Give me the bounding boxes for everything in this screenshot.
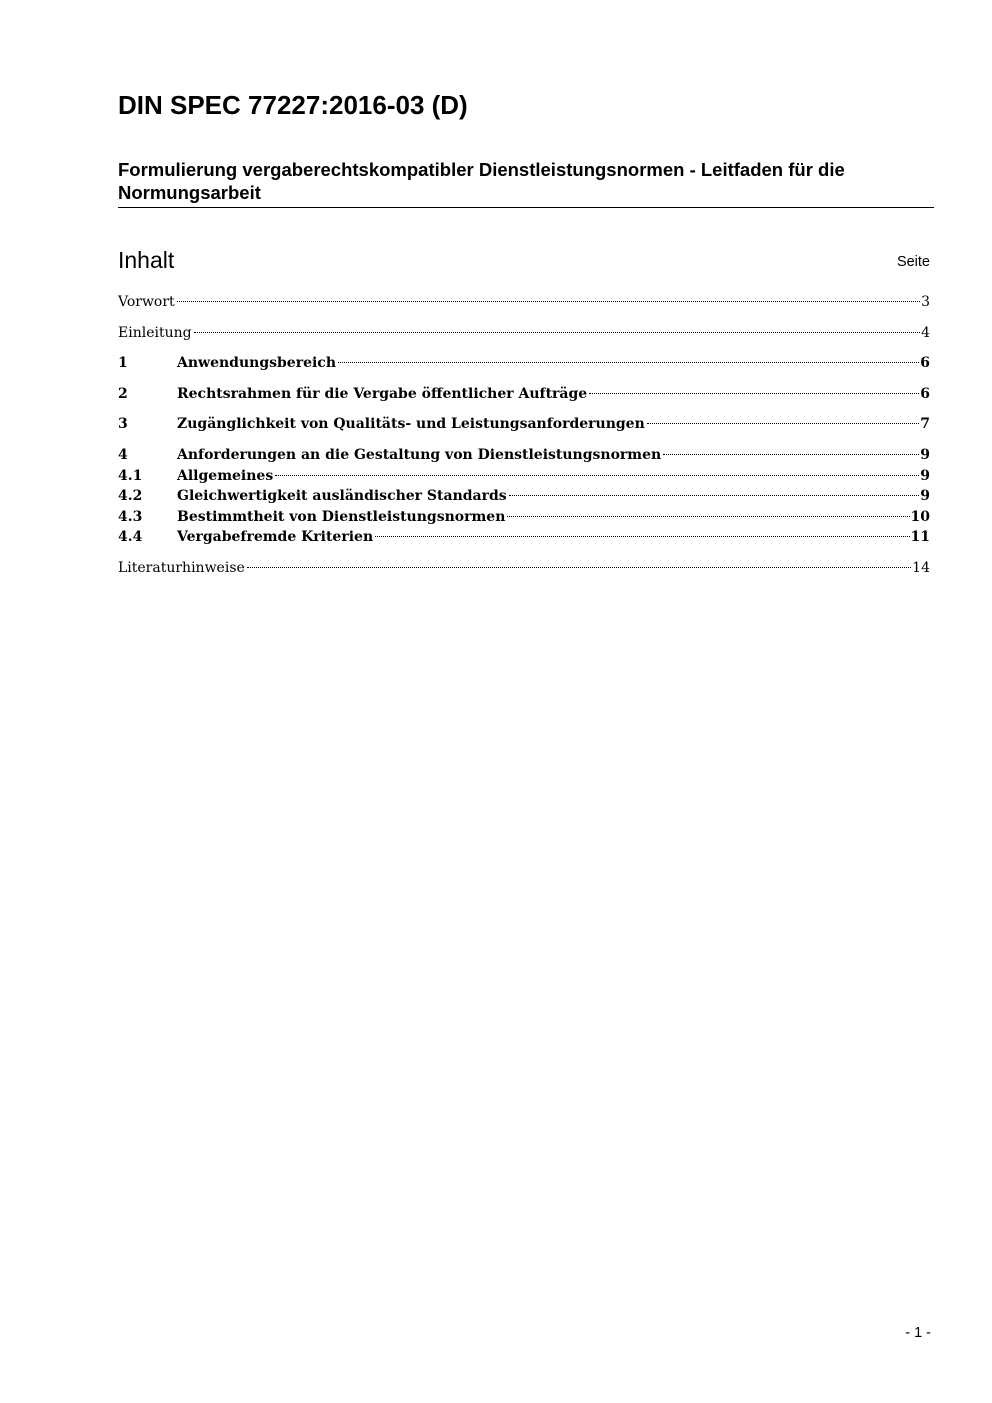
toc-entry-number: 4.4 xyxy=(118,529,143,545)
toc-entry-label: Gleichwertigkeit ausländischer Standards xyxy=(177,488,507,504)
toc-dot-leader xyxy=(177,301,920,302)
toc-entry-label: Anforderungen an die Gestaltung von Dienstleistungsnormen xyxy=(177,447,662,463)
toc-dot-leader xyxy=(275,475,919,476)
table-of-contents xyxy=(118,0,930,600)
toc-entry-number: 3 xyxy=(118,416,128,432)
toc-entry-4-2[interactable] xyxy=(118,486,930,507)
toc-entry-page: 9 xyxy=(920,488,930,504)
document-title: DIN SPEC 77227:2016-03 (D) xyxy=(118,90,468,120)
toc-entry-label: Einleitung xyxy=(118,325,192,341)
toc-dot-leader xyxy=(647,423,919,424)
toc-dot-leader xyxy=(507,516,909,517)
toc-entry-vorwort[interactable] xyxy=(118,292,930,313)
toc-entry-page: 9 xyxy=(920,447,930,463)
toc-entry-4[interactable] xyxy=(118,445,930,466)
toc-entry-number: 1 xyxy=(118,355,128,371)
toc-heading: Inhalt xyxy=(118,247,175,273)
document-subtitle: Formulierung vergaberechtskompatibler Dienstleistungsnormen - Leitfaden für die Normungsarbeit xyxy=(118,158,934,208)
toc-page-column-label: Seite xyxy=(896,254,930,270)
toc-entry-number: 4.3 xyxy=(118,509,143,525)
toc-dot-leader xyxy=(194,332,921,333)
toc-entry-page: 4 xyxy=(921,325,930,341)
toc-entry-page: 7 xyxy=(920,416,930,432)
toc-entry-1[interactable] xyxy=(118,353,930,374)
toc-dot-leader xyxy=(247,567,911,568)
toc-entry-page: 3 xyxy=(921,294,930,310)
toc-entry-label: Vergabefremde Kriterien xyxy=(177,529,374,545)
toc-entry-label: Rechtsrahmen für die Vergabe öffentlicher Aufträge xyxy=(177,386,588,402)
toc-entry-label: Allgemeines xyxy=(177,468,274,484)
toc-entry-4-4[interactable] xyxy=(118,527,930,548)
toc-dot-leader xyxy=(663,454,919,455)
toc-entry-label: Anwendungsbereich xyxy=(177,355,336,371)
toc-entry-number: 4.1 xyxy=(118,468,143,484)
toc-entry-page: 9 xyxy=(920,468,930,484)
toc-entry-2[interactable] xyxy=(118,384,930,405)
toc-entry-label: Vorwort xyxy=(118,294,175,310)
toc-dot-leader xyxy=(509,495,920,496)
toc-entry-page: 14 xyxy=(912,560,930,576)
toc-entry-page: 10 xyxy=(910,509,930,525)
toc-dot-leader xyxy=(375,536,909,537)
toc-entry-literaturhinweise[interactable] xyxy=(118,558,930,579)
toc-entry-number: 4.2 xyxy=(118,488,143,504)
toc-entry-label: Literaturhinweise xyxy=(118,560,245,576)
toc-dot-leader xyxy=(338,362,919,363)
toc-entry-label: Zugänglichkeit von Qualitäts- und Leistungsanforderungen xyxy=(177,416,645,432)
toc-entry-4-1[interactable] xyxy=(118,466,930,487)
toc-entry-page: 11 xyxy=(910,529,930,545)
toc-dot-leader xyxy=(589,393,919,394)
toc-entry-4-3[interactable] xyxy=(118,507,930,528)
page-number: - 1 - xyxy=(905,1325,931,1341)
toc-entry-einleitung[interactable] xyxy=(118,323,930,344)
toc-entry-page: 6 xyxy=(920,355,930,371)
toc-entry-page: 6 xyxy=(920,386,930,402)
toc-entry-number: 2 xyxy=(118,386,128,402)
toc-entry-label: Bestimmtheit von Dienstleistungsnormen xyxy=(177,509,506,525)
toc-entry-number: 4 xyxy=(118,447,128,463)
toc-entry-3[interactable] xyxy=(118,414,930,435)
